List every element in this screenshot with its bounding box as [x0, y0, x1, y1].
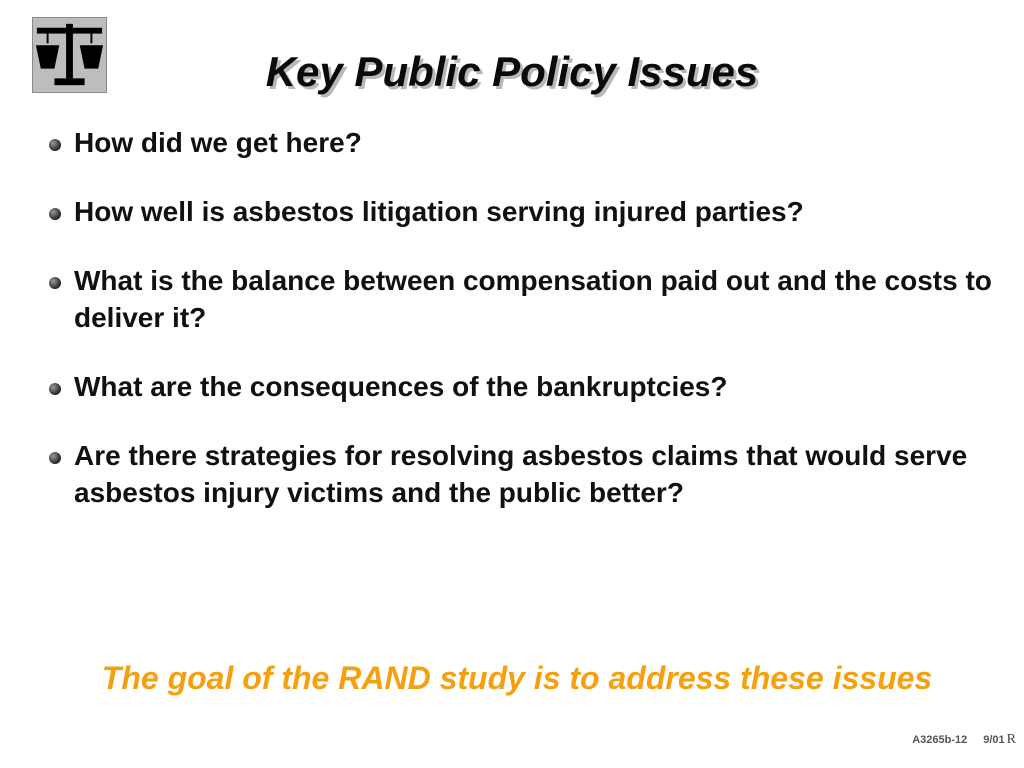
slide-footer [912, 732, 1016, 748]
bullet-text: Are there strategies for resolving asbestos claims that would serve asbestos injury victims and the public better? [74, 440, 968, 508]
bullet-item [46, 437, 1006, 511]
rand-mark: R [1006, 732, 1016, 747]
bullet-dot-icon [49, 139, 61, 151]
bullet-dot-icon [49, 452, 61, 464]
bullet-item [46, 368, 1006, 405]
bullet-text: What is the balance between compensation paid out and the costs to deliver it? [74, 265, 992, 333]
slide-title: Key Public Policy Issues [265, 48, 759, 95]
bullet-item [46, 193, 1006, 230]
bullet-dot-icon [49, 208, 61, 220]
bullet-text: How did we get here? [74, 127, 362, 158]
bullet-dot-icon [49, 383, 61, 395]
bullet-dot-icon [49, 277, 61, 289]
document-code: A3265b-12 [912, 734, 968, 746]
bullet-item [46, 124, 1006, 161]
document-date: 9/01 [983, 734, 1005, 746]
bullet-text: How well is asbestos litigation serving injured parties? [74, 196, 804, 227]
bullet-text: What are the consequences of the bankruptcies? [74, 371, 728, 402]
bullet-item [46, 262, 1006, 336]
bullet-list [46, 124, 1006, 543]
goal-statement: The goal of the RAND study is to address these issues [101, 660, 933, 696]
